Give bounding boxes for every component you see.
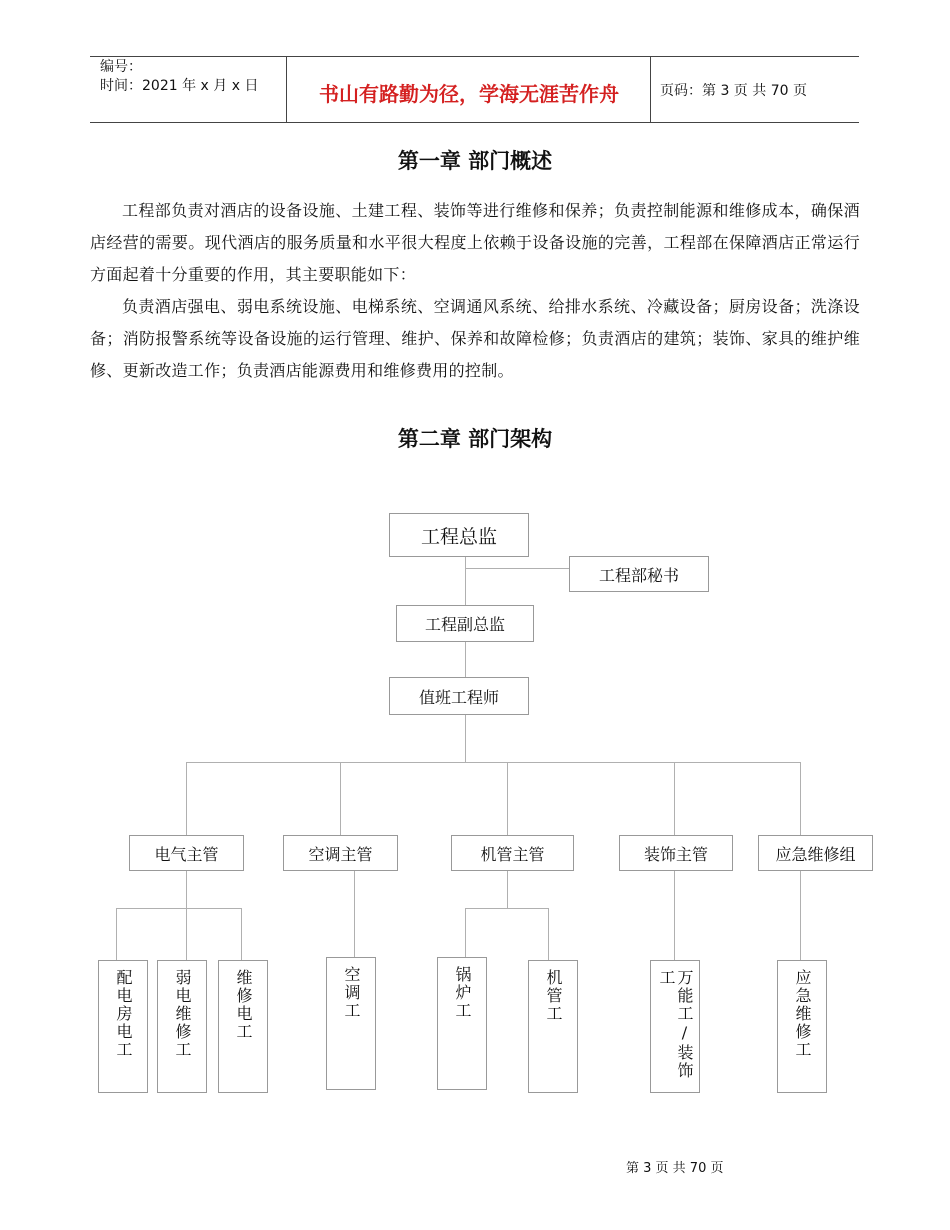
header-bottom-rule — [90, 122, 859, 123]
header-divider — [650, 57, 651, 123]
page-footer: 第 3 页 共 70 页 — [626, 1161, 724, 1176]
header-motto: 书山有路勤为径，学海无涯苦作舟 — [319, 82, 619, 106]
org-box-director: 工程总监 — [389, 513, 529, 557]
org-box-worker — [777, 960, 827, 1093]
chapter-1-paragraph-1: 工程部负责对酒店的设备设施、土建工程、装饰等进行维修和保养；负责控制能源和维修成本，确保酒店经营的需要。现代酒店的服务质量和水平很大程度上依赖于设备设施的完善，工程部在保障酒店正常运行方面起着十分重要的作用，其主要职能如下： — [90, 201, 860, 284]
org-box-supervisor-electric: 电气主管 — [129, 835, 244, 871]
doc-number-label: 编号： — [100, 59, 142, 75]
org-box-worker — [650, 960, 700, 1093]
org-box-supervisor-decoration: 装饰主管 — [619, 835, 733, 871]
org-box-duty-engineer: 值班工程师 — [389, 677, 529, 715]
header-divider — [286, 57, 287, 123]
org-worker-label: 锅炉工 — [453, 966, 472, 1020]
org-worker-label: 弱电维修工 — [173, 969, 192, 1059]
org-worker-label: 配电房电工 — [114, 969, 133, 1059]
chapter-1-paragraph-2: 负责酒店强电、弱电系统设施、电梯系统、空调通风系统、给排水系统、冷藏设备；厨房设备；洗涤设备；消防报警系统等设备设施的运行管理、维护、保养和故障检修；负责酒店的建筑；装饰、家具的维护维修、更新改造工作；负责酒店能源费用和维修费用的控制。 — [90, 297, 860, 380]
org-box-worker — [218, 960, 268, 1093]
header-meta — [100, 58, 258, 96]
org-box-worker — [157, 960, 207, 1093]
org-worker-label: 机管工 — [544, 969, 563, 1023]
org-box-worker — [98, 960, 148, 1093]
org-box-deputy: 工程副总监 — [396, 605, 534, 642]
org-box-worker — [326, 957, 376, 1090]
header-page-label: 页码：第 3 页 共 70 页 — [660, 83, 807, 99]
chapter-1-title: 第一章 部门概述 — [397, 149, 553, 173]
org-box-emergency-team: 应急维修组 — [758, 835, 873, 871]
org-box-worker — [437, 957, 487, 1090]
org-box-supervisor-ac: 空调主管 — [283, 835, 398, 871]
chapter-2-title: 第二章 部门架构 — [397, 427, 553, 451]
org-box-worker — [528, 960, 578, 1093]
org-worker-label: 维修电工 — [234, 969, 253, 1041]
org-worker-label: 万能工/装饰工 — [657, 969, 694, 1080]
header-top-rule — [90, 56, 859, 57]
doc-time-label: 时间：2021 年 x 月 x 日 — [100, 78, 259, 94]
org-worker-label: 应急维修工 — [793, 969, 812, 1059]
org-box-supervisor-mechanical: 机管主管 — [451, 835, 574, 871]
org-worker-label: 空调工 — [342, 966, 361, 1020]
org-box-secretary: 工程部秘书 — [569, 556, 709, 592]
